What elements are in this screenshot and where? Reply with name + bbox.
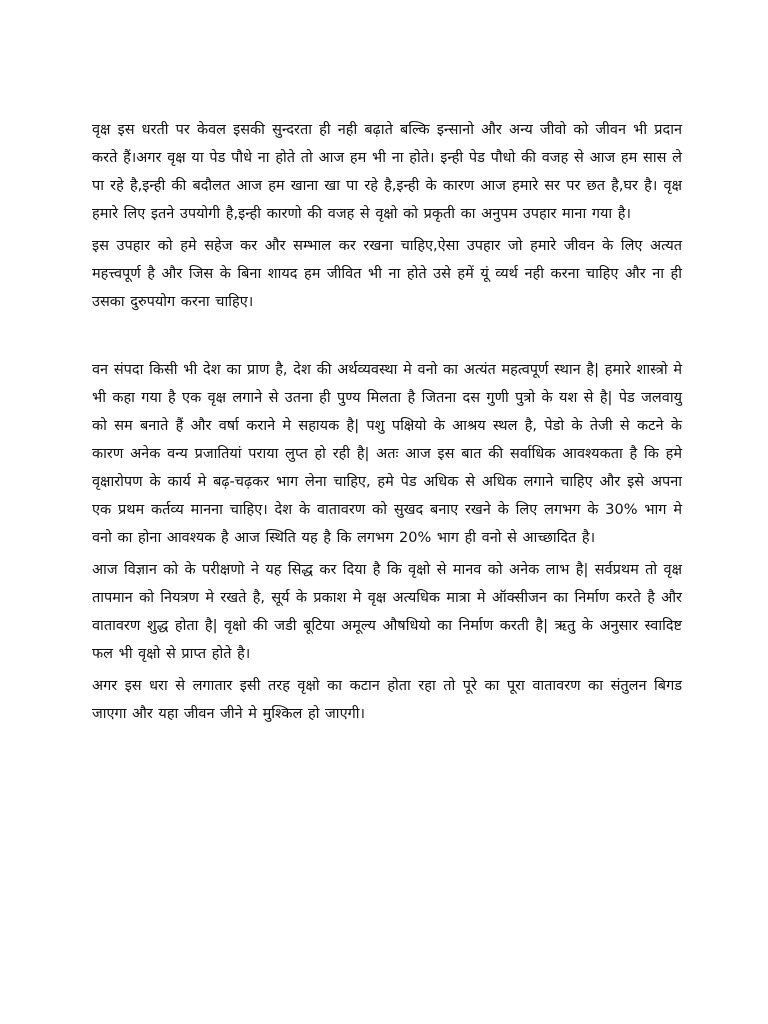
paragraph-deforestation-warning: अगर इस धरा से लगातार इसी तरह वृक्षो का कटान होता रहा तो पूरे का पूरा वातावरण का संतुलन बिगड जाएगा और यहा जीवन जीने मे मुश्किल हो जाएगी। [92,678,682,722]
paragraph-trees-gift: वृक्ष इस धरती पर केवल इसकी सुन्दरता ही नही बढ़ाते बल्कि इन्सानो और अन्य जीवो को जीवन भी प्रदान करते हैं।अगर वृक्ष या पेड पौधे ना होते तो आज हम भी ना होते। इन्ही पेड पौधो की वजह से आज हम सास ले पा रहे है,इन्ही की बदौलत आज हम खाना खा पा रहे है,इन्ही के कारण आज हमारे सर पर छत है,घर है। वृक्ष हमारे लिए इतने उपयोगी है,इन्ही कारणो की वजह से वृक्षो को प्रकृती का अनुपम उपहार माना गया है। [92,122,682,222]
section-spacer [92,316,682,356]
paragraph-science-benefits: आज विज्ञान को के परीक्षणो ने यह सिद्ध कर दिया है कि वृक्षो से मानव को अनेक लाभ है| सर्वप्रथम तो वृक्ष तापमान को नियत्रण मे रखते है, सूर्य के प्रकाश मे वृक्ष अत्यधिक मात्रा मे ऑक्सीजन का निर्माण करते है और वातावरण शुद्ध होता है| वृक्षो की जडी बूटिया अमूल्य औषधियो का निर्माण करती है| ऋतु के अनुसार स्वादिष्ट फल भी वृक्षो से प्राप्त होते है। [92,562,682,662]
document-body [92,116,682,728]
paragraph-preserve-gift: इस उपहार को हमे सहेज कर और सम्भाल कर रखना चाहिए,ऐसा उपहार जो हमारे जीवन के लिए अत्यत महत्त्वपूर्ण है और जिस के बिना शायद हम जीवित भी ना होते उसे हमें यूं व्यर्थ नही करना चाहिए और ना ही उसका दुरुपयोग करना चाहिए। [92,238,682,310]
paragraph-forest-wealth: वन संपदा किसी भी देश का प्राण है, देश की अर्थव्यवस्था मे वनो का अत्यंत महत्वपूर्ण स्थान है| हमारे शास्त्रो मे भी कहा गया है एक वृक्ष लगाने से उतना ही पुण्य मिलता है जितना दस गुणी पुत्रो के यश से है| पेड जलवायु को सम बनाते हैं और वर्षा कराने मे सहायक है| पशु पक्षियो के आश्रय स्थल है, पेडो के तेजी से कटने के कारण अनेक वन्य प्रजातियां पराया लुप्त हो रही है| अतः आज इस बात की सर्वाधिक आवश्यकता है कि हमे वृक्षारोपण के कार्य मे बढ़-चढ़कर भाग लेना चाहिए, हमे पेड अधिक से अधिक लगाने चाहिए और इसे अपना एक प्रथम कर्तव्य मानना चाहिए। देश के वातावरण को सुखद बनाए रखने के लिए लगभग के 30% भाग मे वनो का होना आवश्यक है आज स्थिति यह है कि लगभग 20% भाग ही वनो से आच्छादित है। [92,362,682,546]
